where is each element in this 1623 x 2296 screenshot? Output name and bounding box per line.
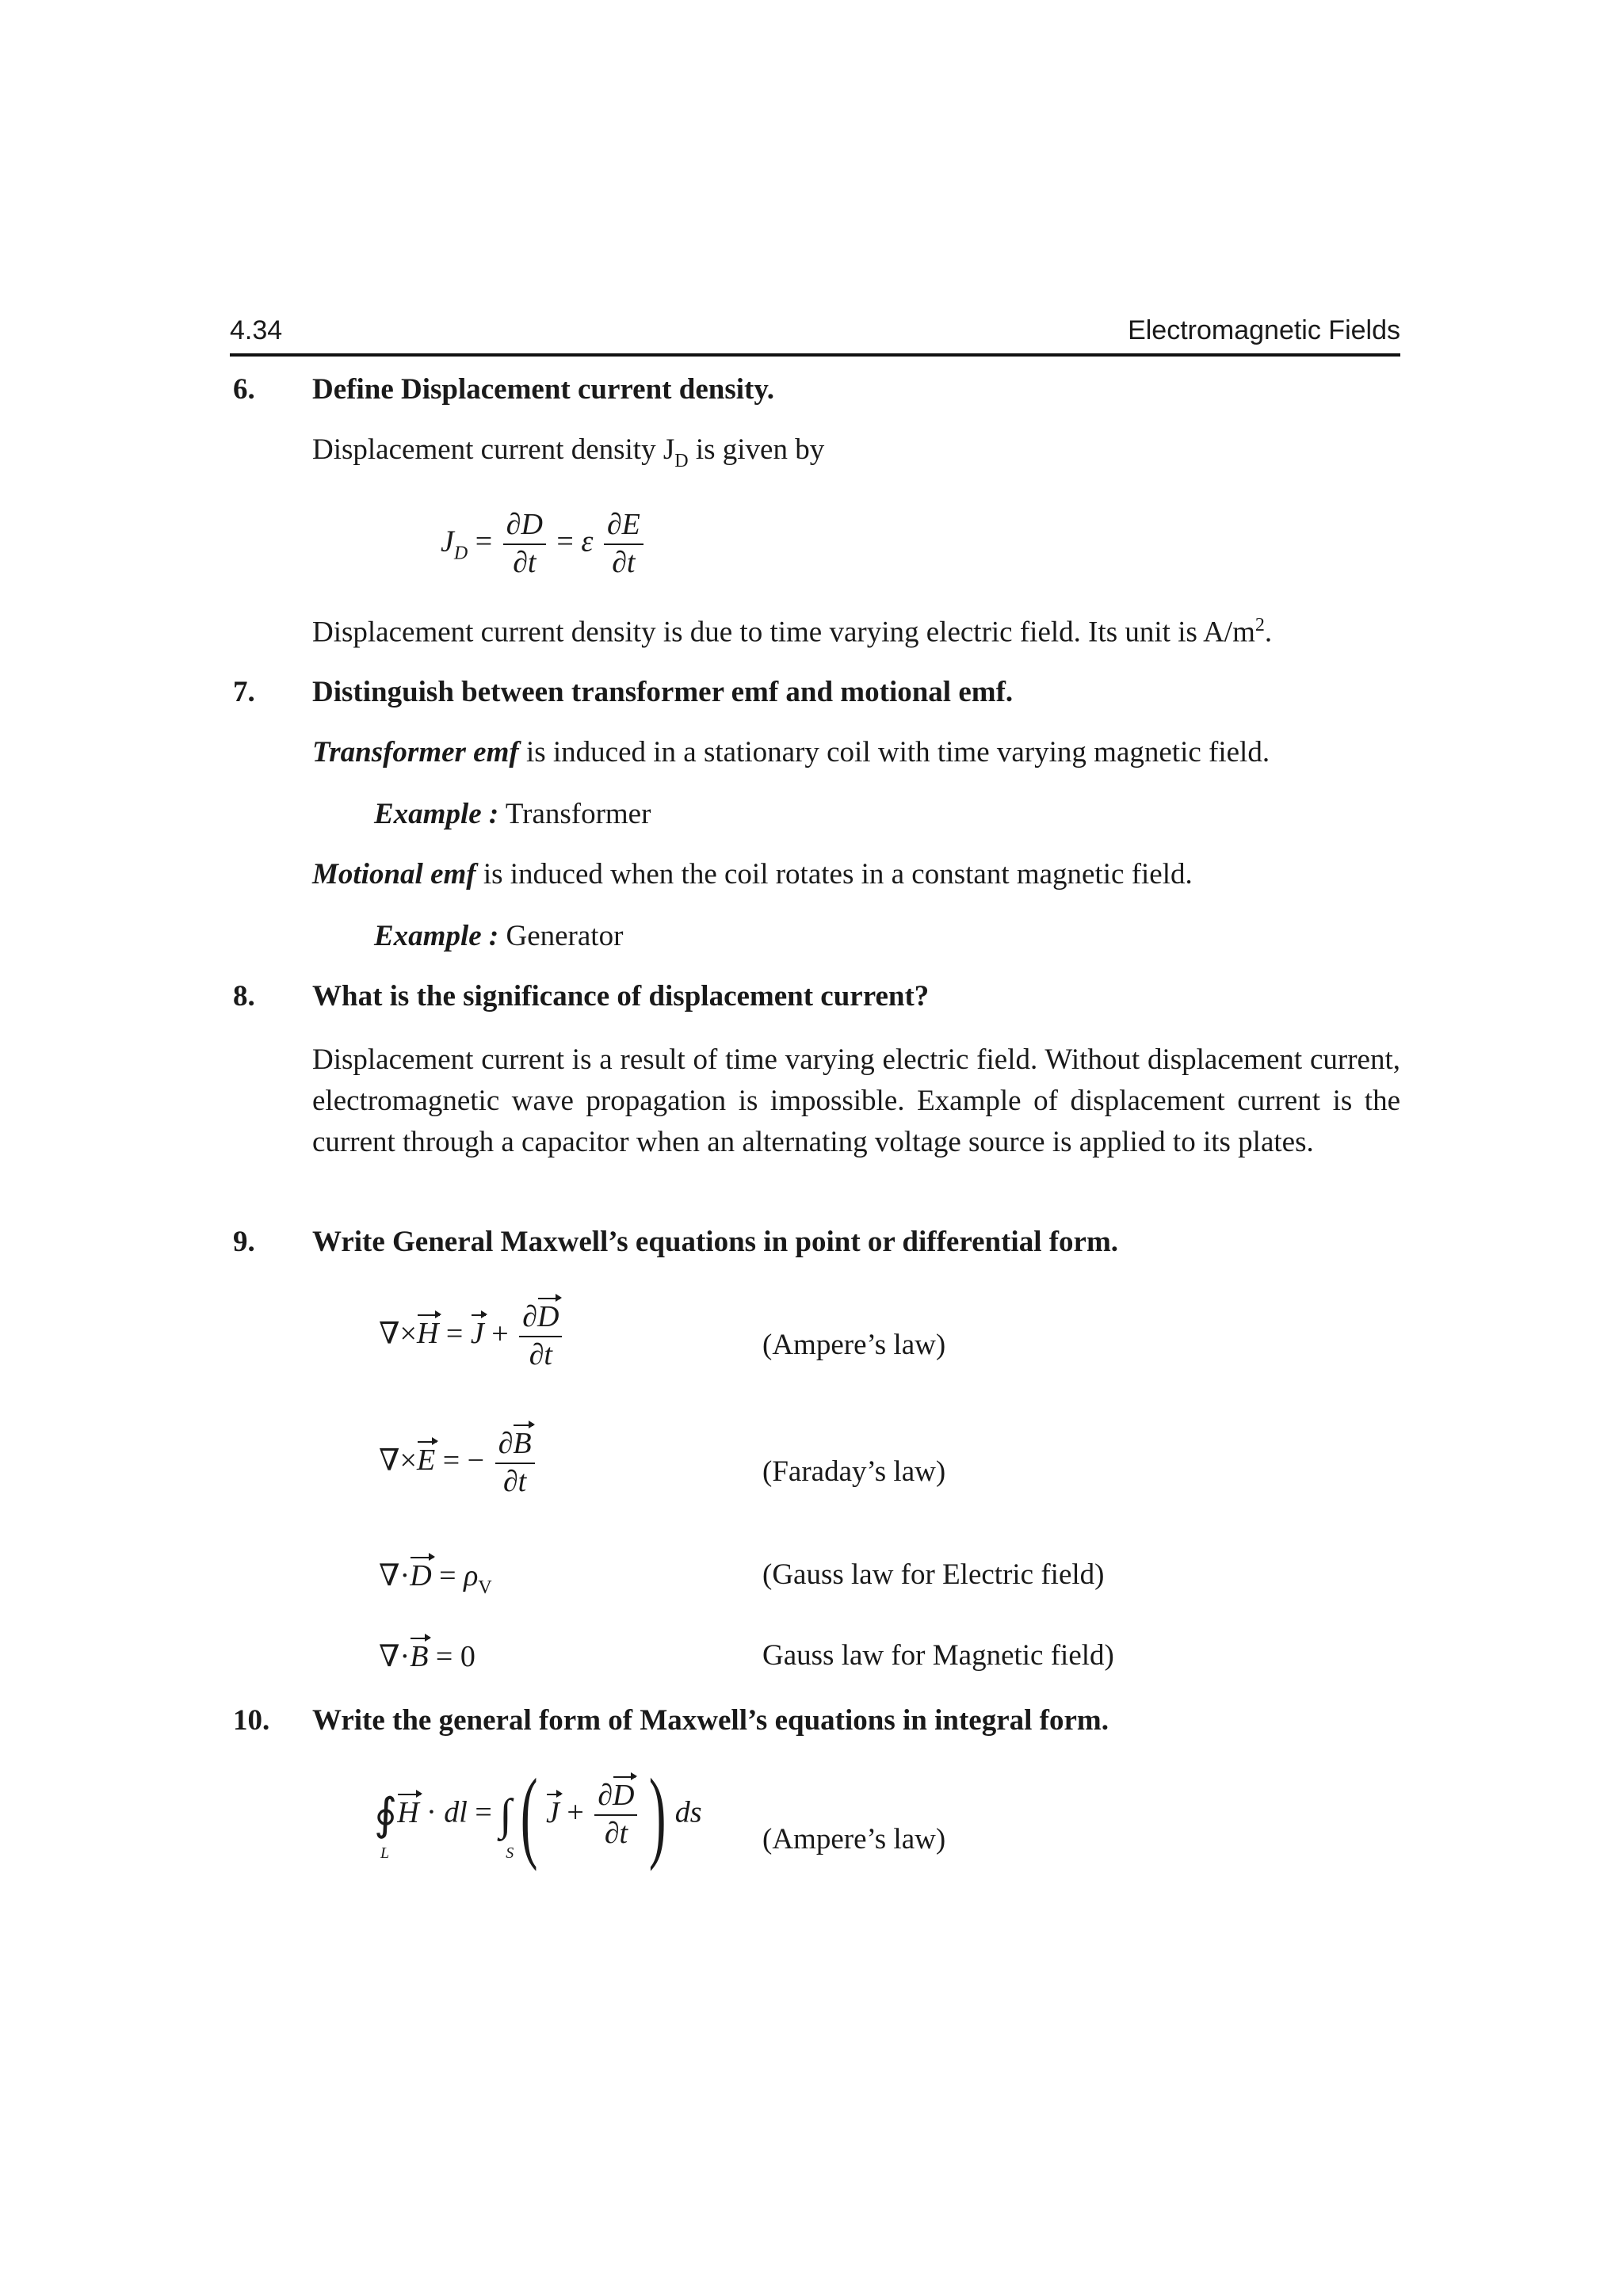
question-title-7: Distinguish between transformer emf and motional emf. (312, 676, 1014, 708)
displacement-current-equation: $J_D$ = $\frac{\partial D}{\partial t}$ = ε $\frac{\partial E}{\partial t}$ (441, 507, 647, 581)
q8-answer-paragraph: Displacement current is a result of time varying electric field. Without displacement current, electromagnetic wave propagation is impossible. Example of displacement current is the current through a capacitor when an alternating voltage source is applied to its plates. (312, 1043, 1400, 1158)
q6-body (312, 615, 1272, 649)
faraday-law-label: (Faraday’s law) (762, 1455, 946, 1488)
motional-example (374, 919, 623, 953)
ampere-integral-law-label: (Ampere’s law) (762, 1823, 946, 1855)
gauss-magnetic-law-label: Gauss law for Magnetic field) (762, 1639, 1114, 1672)
transformer-emf-text: is induced in a stationary coil with time varying magnetic field. (518, 736, 1270, 769)
gauss-electric-differential-equation: $\nabla\cdot D = \rho_V$ (379, 1559, 492, 1598)
header-rule (230, 353, 1400, 357)
question-title-8: What is the significance of displacement current? (312, 980, 930, 1013)
q6-intro-text: Displacement current density J (312, 433, 675, 466)
contour-integral-symbol: ∮ L (374, 1791, 398, 1862)
example-label: Example : (374, 920, 499, 952)
question-number-8: 8. (233, 980, 255, 1013)
surface-integral-symbol: ∫ S (499, 1791, 514, 1862)
running-title: Electromagnetic Fields (1128, 315, 1400, 345)
question-number-6: 6. (233, 373, 255, 406)
q6-intro (312, 433, 824, 472)
motional-emf-term: Motional emf (312, 858, 476, 891)
motional-emf-text: is induced when the coil rotates in a constant magnetic field. (475, 858, 1193, 891)
ampere-integral-equation: ∮ L H · dl = ∫ S ( J + $\frac{\partial D}{\partial t}$ ) ds (374, 1758, 702, 1872)
transformer-example (374, 797, 651, 831)
question-number-7: 7. (233, 676, 255, 708)
question-title-10: Write the general form of Maxwell’s equations in integral form. (312, 1704, 1109, 1737)
transformer-emf-definition (312, 735, 1270, 769)
transformer-emf-term: Transformer emf (312, 736, 519, 769)
question-title-9: Write General Maxwell’s equations in point or differential form. (312, 1226, 1119, 1258)
ampere-law-label: (Ampere’s law) (762, 1329, 946, 1361)
page-number: 4.34 (230, 315, 283, 345)
question-number-10: 10. (233, 1704, 270, 1737)
example-label: Example : (374, 798, 499, 830)
q6-intro-subscript: D (674, 451, 689, 471)
ampere-differential-equation: ∇×H = J + $\frac{\partial D}{\partial t}$ (379, 1299, 565, 1373)
motional-emf-definition (312, 857, 1193, 891)
q6-body-text: Displacement current density is due to time varying electric field. Its unit is A/m (312, 616, 1255, 649)
transformer-example-text: Transformer (498, 798, 651, 830)
q6-body-period: . (1264, 616, 1273, 649)
q6-intro-text-end: is given by (688, 433, 825, 466)
motional-example-text: Generator (498, 920, 624, 952)
question-title-6: Define Displacement current density. (312, 373, 775, 406)
faraday-differential-equation: ∇×E = − $\frac{\partial B}{\partial t}$ (379, 1426, 538, 1500)
gauss-electric-law-label: (Gauss law for Electric field) (762, 1558, 1105, 1591)
question-number-9: 9. (233, 1226, 255, 1258)
q6-body-superscript: 2 (1254, 615, 1265, 635)
gauss-magnetic-differential-equation: ∇·B = 0 (379, 1640, 475, 1673)
